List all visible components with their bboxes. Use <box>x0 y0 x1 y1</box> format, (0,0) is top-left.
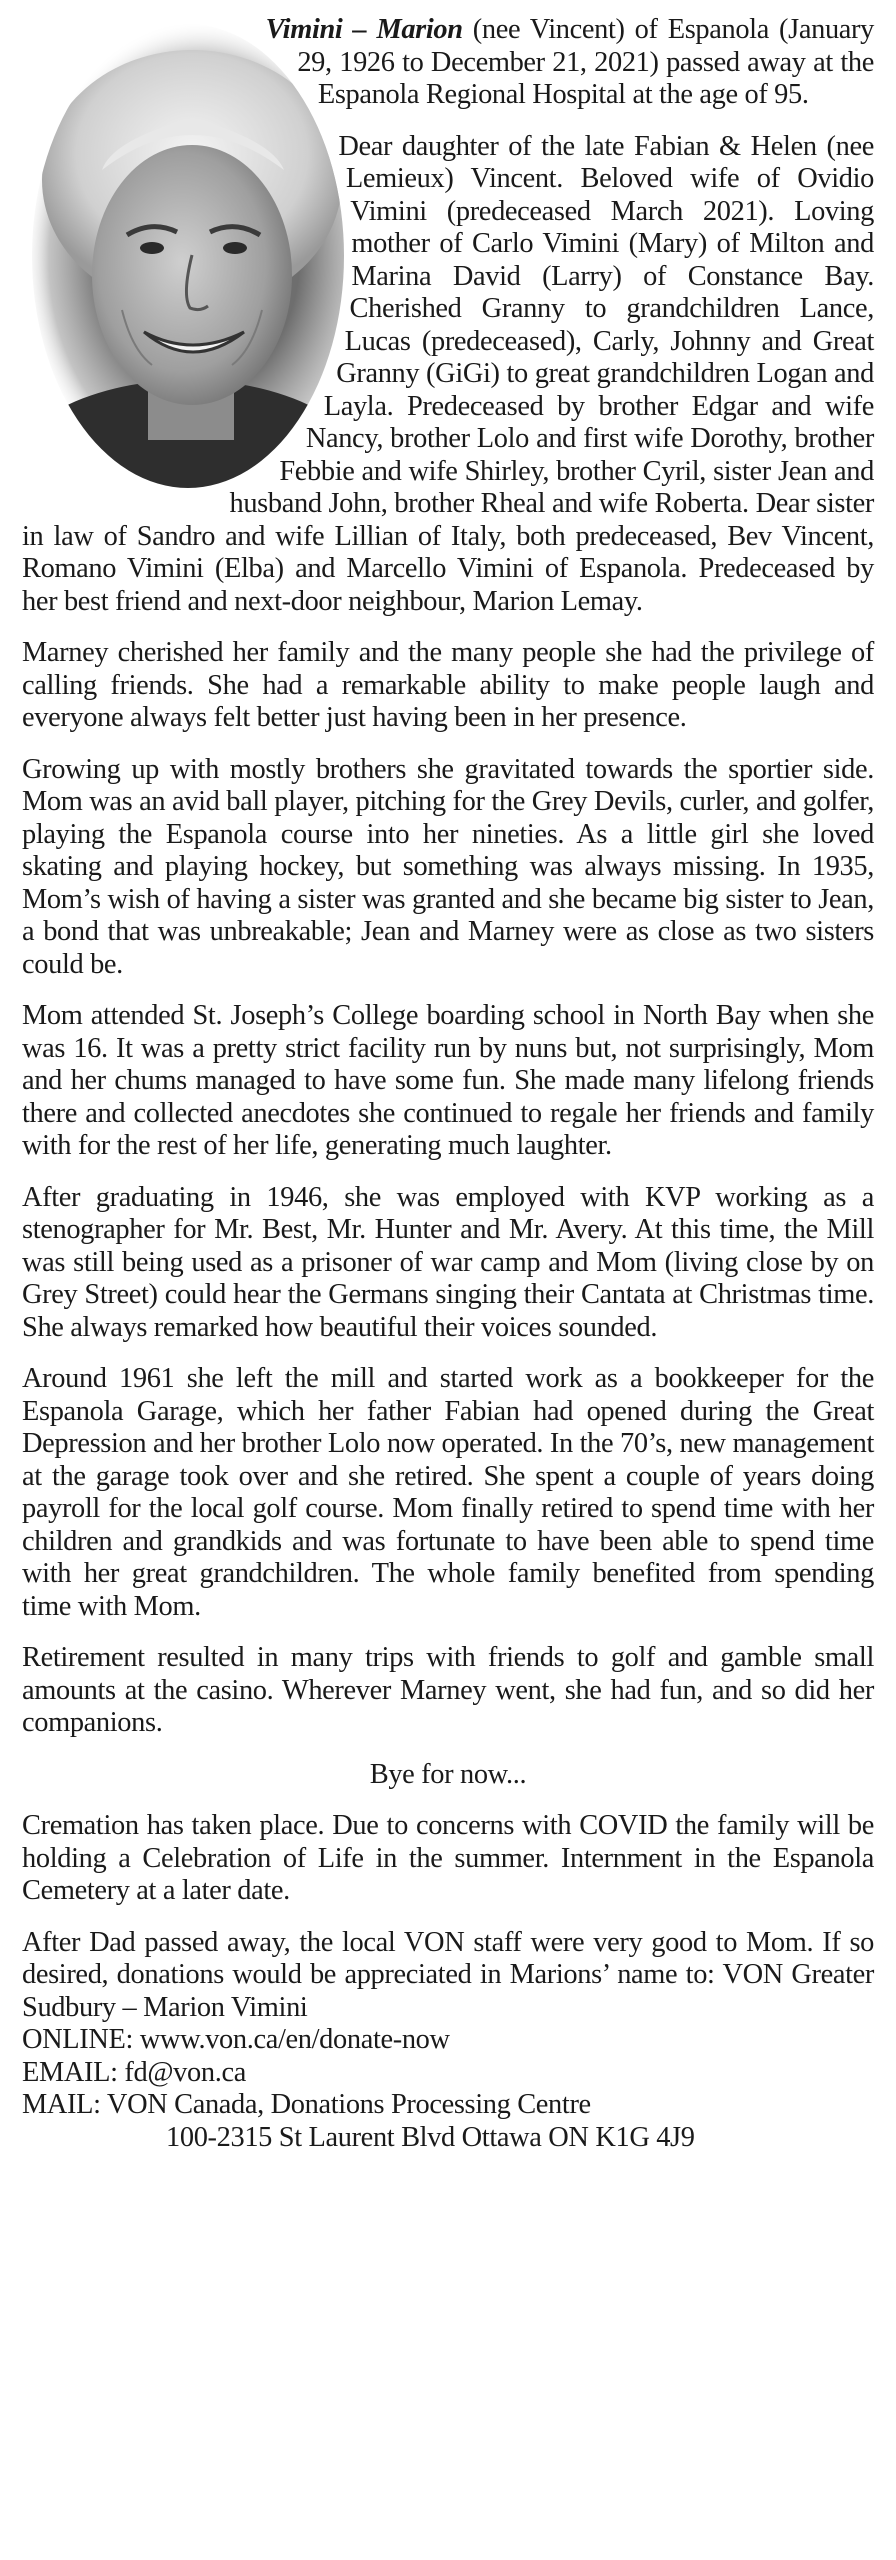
donation-address: 100-2315 St Laurent Blvd Ottawa ON K1G 4J9 <box>166 2121 695 2153</box>
tribute-paragraph-3: Mom attended St. Joseph’s College boarding school in North Bay when she was 16. It was a pretty strict facility run by nuns but, not surprisingly, Mom and her chums managed to have some fun. She made many lifelong friends there and collected anecdotes she continued to regale her friends and family with for the rest of her life, generating much laughter. <box>22 1000 874 1161</box>
tribute-paragraph-4: After graduating in 1946, she was employed with KVP working as a stenographer for Mr. Best, Mr. Hunter and Mr. Avery. At this time, the Mill was still being used as a prisoner of war camp and Mom (living close by on Grey Street) could hear the Germans singing their Cantata at Christmas time. She always remarked how beautiful their voices sounded. <box>22 1181 874 1343</box>
donation-online: ONLINE: www.von.ca/en/donate-now <box>22 2024 450 2055</box>
deceased-name: Vimini – Marion <box>265 14 463 45</box>
donation-contact-block <box>22 2024 874 2154</box>
service-paragraph: Cremation has taken place. Due to concerns with COVID the family will be holding a Celebration of Life in the summer. Internment in the Espanola Cemetery at a later date. <box>22 1810 874 1906</box>
tribute-paragraph-2: Growing up with mostly brothers she gravitated towards the sportier side. Mom was an avid ball player, pitching for the Grey Devils, curler, and golfer, playing the Espanola course into her nineties. As a little girl she loved skating and playing hockey, but something was always missing. In 1935, Mom’s wish of having a sister was granted and she became big sister to Jean, a bond that was unbreakable; Jean and Marney were as close as two sisters could be. <box>22 753 874 980</box>
donation-mail: MAIL: VON Canada, Donations Processing Centre <box>22 2089 591 2120</box>
donations-paragraph: After Dad passed away, the local VON staff were very good to Mom. If so desired, donations would be appreciated in Marions’ name to: VON Greater Sudbury – Marion Vimini <box>22 1926 874 2023</box>
donation-email: EMAIL: fd@von.ca <box>22 2056 246 2088</box>
farewell-line: Bye for now... <box>369 1758 527 1790</box>
intro-text: (nee Vincent) of Espanola (January 29, 1926 to December 21, 2021) passed away at the Espanola Regional Hospital at the age of 95. <box>297 14 874 110</box>
tribute-paragraph-5: Around 1961 she left the mill and started work as a bookkeeper for the Espanola Garage, which her father Fabian had opened during the Great Depression and her brother Lolo now operated. In the 70’s, new management at the garage took over and she retired. She spent a couple of years doing payroll for the local golf course. Mom finally retired to spend time with her children and grandkids and was fortunate to have been able to spend time with her great grandchildren. The whole family benefited from spending time with Mom. <box>22 1363 874 1622</box>
family-paragraph: Dear daughter of the late Fabian & Helen (nee Lemieux) Vincent. Beloved wife of Ovidio Vimini (predeceased March 2021). Loving mother of Carlo Vimini (Mary) of Milton and Marina David (Larry) of Constance Bay. Cherished Granny to grandchildren Lance, Lucas (predeceased), Carly, Johnny and Great Granny (GiGi) to great grandchildren Logan and Layla. Predeceased by brother Edgar and wife Nancy, brother Lolo and first wife Dorothy, brother Febbie and wife Shirley, brother Cyril, sister Jean and husband John, brother Rheal and wife Roberta. Dear sister in law of Sandro and wife Lillian of Italy, both predeceased, Bev Vincent, Romano Vimini (Elba) and Marcello Vimini of Espanola. Predeceased by her best friend and next-door neighbour, Marion Lemay. <box>22 130 874 617</box>
tribute-paragraph-6: Retirement resulted in many trips with friends to golf and gamble small amounts at the casino. Wherever Marney went, she had fun, and so did her companions. <box>22 1642 874 1738</box>
tribute-paragraph-1: Marney cherished her family and the many people she had the privilege of calling friends. She had a remarkable ability to make people laugh and everyone always felt better just having been in her presence. <box>22 637 874 733</box>
